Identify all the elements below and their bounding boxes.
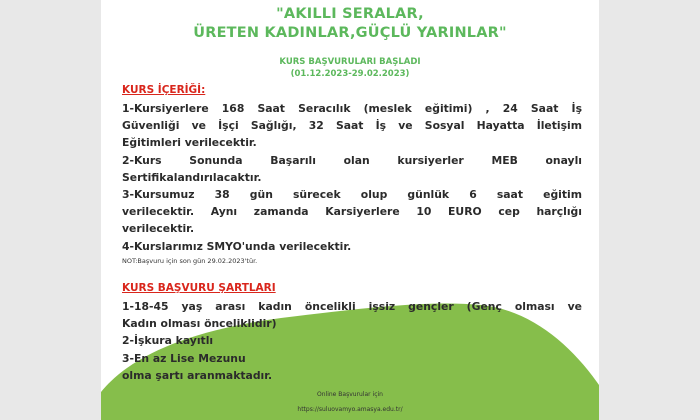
course-content-line: Eğitimleri verilecektir. [122, 136, 257, 150]
requirement-line: olma şartı aranmaktadır. [122, 368, 273, 382]
poster [101, 0, 599, 420]
course-content-line: verilecektir. Aynı zamanda Karsiyerlere 10 EURO cep harçlığı [122, 205, 582, 219]
course-content-line: 1-Kursiyerlere 168 Saat Seracılık (meslek eğitimi) , 24 Saat İş [122, 102, 582, 115]
requirement-line: 3-En az Lise Mezunu [122, 351, 246, 365]
course-content-line: Sertifikalandırılacaktır. [122, 170, 262, 184]
requirement-line: 1-18-45 yaş arası kadın öncelikli işsiz gençler (Genç olması ve [122, 300, 582, 313]
date-range: (01.12.2023-29.02.2023) [290, 69, 410, 79]
requirements-list [122, 298, 582, 384]
poster-title-line-1: "AKILLI SERALAR, [276, 6, 424, 22]
course-content-line: 2-Kurs Sonunda Başarılı olan kursiyerler MEB onaylı [122, 153, 582, 167]
requirement-line: 2-İşkura kayıtlı [122, 334, 214, 348]
course-content-list [122, 100, 582, 255]
footer-label: Online Başvurular için [317, 391, 383, 398]
requirement-line: Kadın olması önceliklidir) [122, 317, 277, 331]
right-margin [599, 0, 700, 420]
left-margin [0, 0, 101, 420]
course-content-line: 4-Kurslarımız SMYO'unda verilecektir. [122, 239, 352, 253]
poster-title-line-2: ÜRETEN KADINLAR,GÜÇLÜ YARINLAR" [193, 25, 507, 41]
course-content-heading: KURS İÇERİĞİ: [122, 84, 206, 96]
course-content-line: verilecektir. [122, 222, 195, 236]
footer-url[interactable]: https://suluovamyo.amasya.edu.tr/ [297, 406, 403, 413]
requirements-heading: KURS BAŞVURU ŞARTLARI [122, 282, 276, 294]
course-content-line: 3-Kursumuz 38 gün sürecek olup günlük 6 saat eğitim [122, 188, 582, 202]
deadline-note: NOT:Başvuru için son gün 29.02.2023'tür. [122, 257, 258, 265]
course-content-line: Güvenliği ve İşçi Sağlığı, 32 Saat İş ve Sosyal Hayatta İletişim [122, 119, 582, 133]
announcement: KURS BAŞVURULARI BAŞLADI [279, 57, 421, 67]
